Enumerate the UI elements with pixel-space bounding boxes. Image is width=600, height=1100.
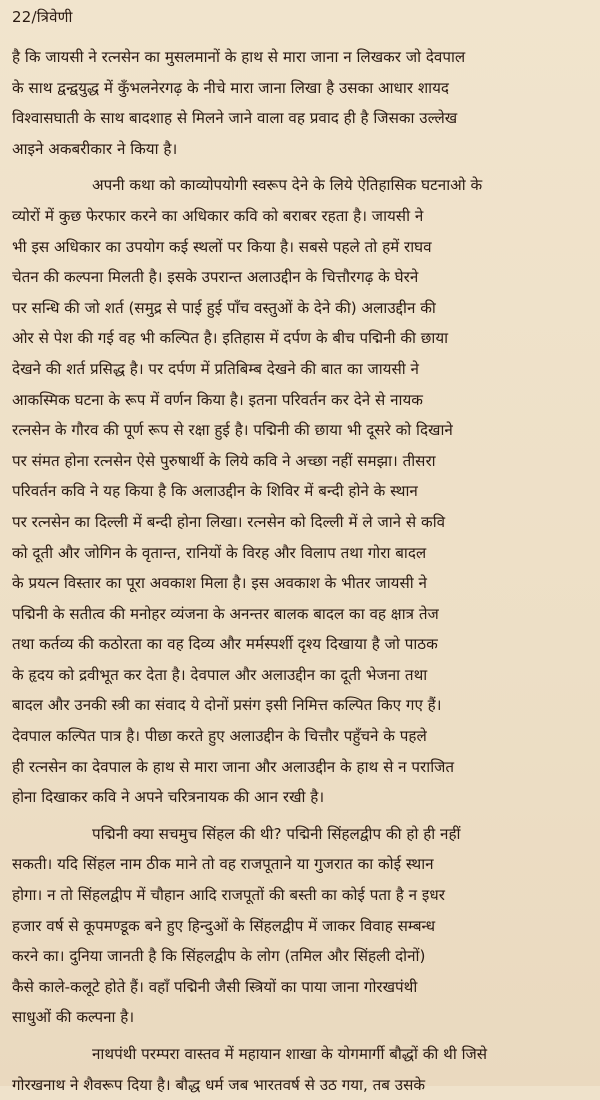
text-line: व्योरों में कुछ फेरफार करने का अधिकार कवि को बराबर रहता है। जायसी ने [12, 206, 424, 225]
paragraph [12, 819, 578, 1033]
body-text [12, 42, 578, 1100]
text-line: को दूती और जोगिन के वृतान्त, रानियों के विरह और विलाप तथा गोरा बादल [12, 543, 427, 562]
text-line: नाथपंथी परम्परा वास्तव में महायान शाखा के योगमार्गी बौद्धों की थी जिसे [92, 1045, 488, 1063]
text-line: ही रत्नसेन का देवपाल के हाथ से मारा जाना और अलाउद्दीन के हाथ से न पराजित [12, 757, 455, 776]
text-line: ओर से पेश की गई वह भी कल्पित है। इतिहास में दर्पण के बीच पद्मिनी की छाया [12, 329, 449, 348]
text-line: है कि जायसी ने रत्नसेन का मुसलमानों के हाथ से मारा जाना न लिखकर जो देवपाल [12, 48, 466, 66]
text-line: होगा। न तो सिंहलद्वीप में चौहान आदि राजपूतों की बस्ती का कोई पता है न इधर [12, 886, 445, 905]
paragraph [12, 1039, 578, 1100]
paragraph [12, 170, 578, 812]
text-line: पद्मिनी क्या सचमुच सिंहल की थी? पद्मिनी सिंहलद्वीप की हो ही नहीं [92, 824, 461, 843]
text-line: पर संमत होना रत्नसेन ऐसे पुरुषार्थी के लिये कवि ने अच्छा नहीं समझा। तीसरा [12, 451, 436, 470]
text-line: हजार वर्ष से कूपमण्डूक बने हुए हिन्दुओं के सिंहलद्वीप में जाकर विवाह सम्बन्ध [12, 916, 436, 935]
text-line: बादल और उनकी स्त्री का संवाद ये दोनों प्रसंग इसी निमित्त कल्पित किए गए हैं। [12, 696, 442, 715]
text-line: अपनी कथा को काव्योपयोगी स्वरूप देने के लिये ऐतिहासिक घटनाओ के [92, 176, 483, 195]
book-title: त्रिवेणी [36, 8, 73, 26]
text-line: देखने की शर्त प्रसिद्ध है। पर दर्पण में प्रतिबिम्ब देखने की बात का जायसी ने [12, 359, 419, 378]
text-line: देवपाल कल्पित पात्र है। पीछा करते हुए अलाउद्दीन के चित्तौर पहुँचने के पहले [12, 727, 427, 746]
text-line: के हृदय को द्रवीभूत कर देता है। देवपाल और अलाउद्दीन का दूती भेजना तथा [12, 665, 428, 684]
text-line: भी इस अधिकार का उपयोग कई स्थलों पर किया है। सबसे पहले तो हमें राघव [12, 237, 432, 256]
paragraph [12, 42, 578, 164]
text-line: गोरखनाथ ने शैवरूप दिया है। बौद्ध धर्म जब भारतवर्ष से उठ गया, तब उसके [12, 1075, 426, 1094]
running-header [12, 6, 578, 28]
text-line: के प्रयत्न विस्तार का पूरा अवकाश मिला है। इस अवकाश के भीतर जायसी ने [12, 574, 427, 593]
text-line: पद्मिनी के सतीत्व की मनोहर व्यंजना के अनन्तर बालक बादल का वह क्षात्र तेज [12, 604, 439, 623]
page-number: 22 [12, 8, 32, 26]
text-line: चेतन की कल्पना मिलती है। इसके उपरान्त अलाउद्दीन के चित्तौरगढ़ के घेरने [12, 268, 419, 287]
text-line: रत्नसेन के गौरव की पूर्ण रूप से रक्षा हुई है। पद्मिनी की छाया भी दूसरे को दिखाने [12, 421, 453, 440]
text-line: सकती। यदि सिंहल नाम ठीक माने तो वह राजपूताने या गुजरात का कोई स्थान [12, 855, 434, 874]
text-line: आकस्मिक घटना के रूप में वर्णन किया है। इतना परिवर्तन कर देने से नायक [12, 390, 423, 409]
text-line: होना दिखाकर कवि ने अपने चरित्रनायक की आन रखी है। [12, 788, 325, 807]
text-line: पर रत्नसेन का दिल्ली में बन्दी होना लिखा। रत्नसेन को दिल्ली में ले जाने से कवि [12, 512, 446, 531]
text-line: आइने अकबरीकार ने किया है। [12, 139, 178, 158]
text-line: तथा कर्तव्य की कठोरता का वह दिव्य और मर्मस्पर्शी दृश्य दिखाया है जो पाठक [12, 635, 438, 654]
text-line: करने का। दुनिया जानती है कि सिंहलद्वीप के लोग (तमिल और सिंहली दोनों) [12, 947, 426, 966]
text-line: विश्वासघाती के साथ बादशाह से मिलने जाने वाला वह प्रवाद ही है जिसका उल्लेख [12, 109, 458, 128]
text-line: के साथ द्वन्द्वयुद्ध में कुँभलनेरगढ़ के नीचे मारा जाना लिखा है उसका आधार शायद [12, 78, 449, 97]
text-line: परिवर्तन कवि ने यह किया है कि अलाउद्दीन के शिविर में बन्दी होने के स्थान [12, 482, 418, 501]
text-line: पर सन्धि की जो शर्त (समुद्र से पाई हुई पाँच वस्तुओं के देने की) अलाउद्दीन की [12, 298, 436, 317]
header-separator: / [31, 8, 37, 26]
text-line: साधुओं की कल्पना है। [12, 1008, 135, 1027]
text-line: कैसे काले-कलूटे होते हैं। वहाँ पद्मिनी जैसी स्त्रियों का पाया जाना गोरखपंथी [12, 977, 418, 996]
